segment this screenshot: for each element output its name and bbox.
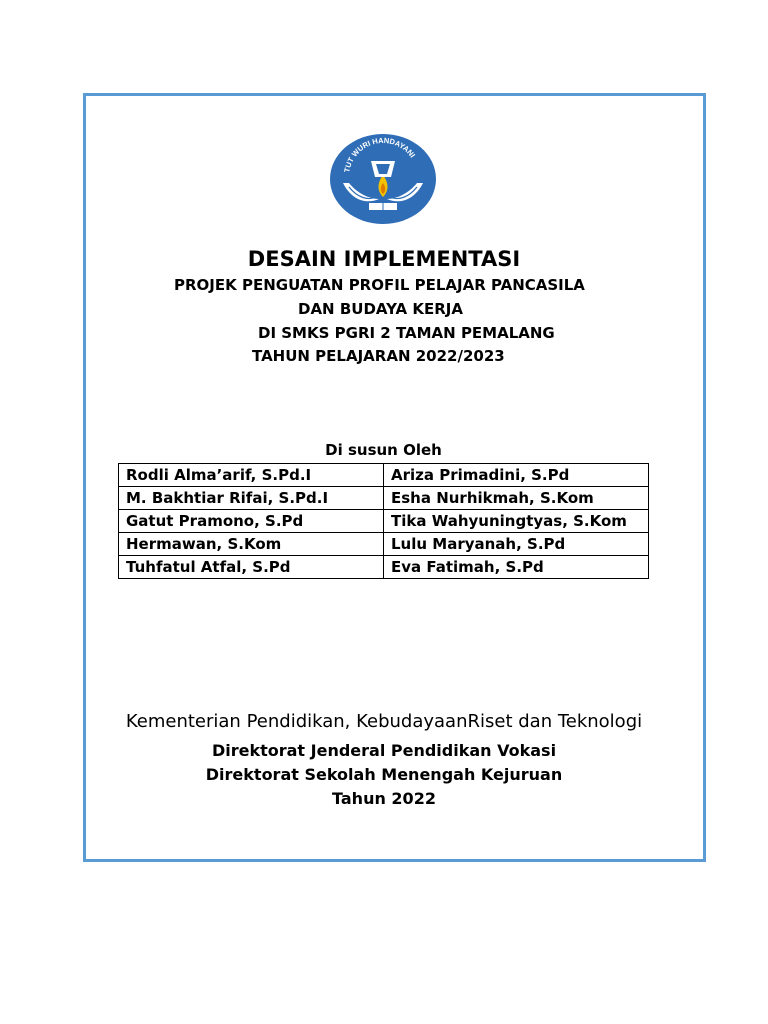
author-name: Eva Fatimah, S.Pd — [384, 556, 649, 579]
author-name: M. Bakhtiar Rifai, S.Pd.I — [119, 487, 384, 510]
subtitle-line-2: DAN BUDAYA KERJA — [298, 300, 463, 318]
directorate: Direktorat Sekolah Menengah Kejuruan — [205, 765, 563, 784]
author-name: Hermawan, S.Kom — [119, 533, 384, 556]
author-name: Ariza Primadini, S.Pd — [384, 464, 649, 487]
table-row — [119, 510, 649, 533]
author-name: Lulu Maryanah, S.Pd — [384, 533, 649, 556]
table-row — [119, 487, 649, 510]
authors-table — [118, 463, 649, 579]
subtitle-line-1: PROJEK PENGUATAN PROFIL PELAJAR PANCASILA — [174, 276, 585, 294]
tut-wuri-handayani-logo — [329, 133, 437, 225]
directorate-general: Direktorat Jenderal Pendidikan Vokasi — [211, 741, 557, 760]
subtitle-line-4: TAHUN PELAJARAN 2022/2023 — [252, 347, 505, 365]
publication-year: Tahun 2022 — [332, 789, 436, 808]
author-name: Esha Nurhikmah, S.Kom — [384, 487, 649, 510]
table-row — [119, 464, 649, 487]
table-row — [119, 533, 649, 556]
author-name: Tuhfatul Atfal, S.Pd — [119, 556, 384, 579]
logo-motto-text: TUT WURI HANDAYANI — [342, 135, 418, 174]
subtitle-line-3: DI SMKS PGRI 2 TAMAN PEMALANG — [258, 324, 555, 342]
author-name: Tika Wahyuningtyas, S.Kom — [384, 510, 649, 533]
document-title: DESAIN IMPLEMENTASI — [247, 247, 521, 271]
authors-heading: Di susun Oleh — [325, 441, 442, 459]
ministry-name: Kementerian Pendidikan, KebudayaanRiset dan Teknologi — [125, 711, 643, 732]
author-name: Rodli Alma’arif, S.Pd.I — [119, 464, 384, 487]
table-row — [119, 556, 649, 579]
author-name: Gatut Pramono, S.Pd — [119, 510, 384, 533]
